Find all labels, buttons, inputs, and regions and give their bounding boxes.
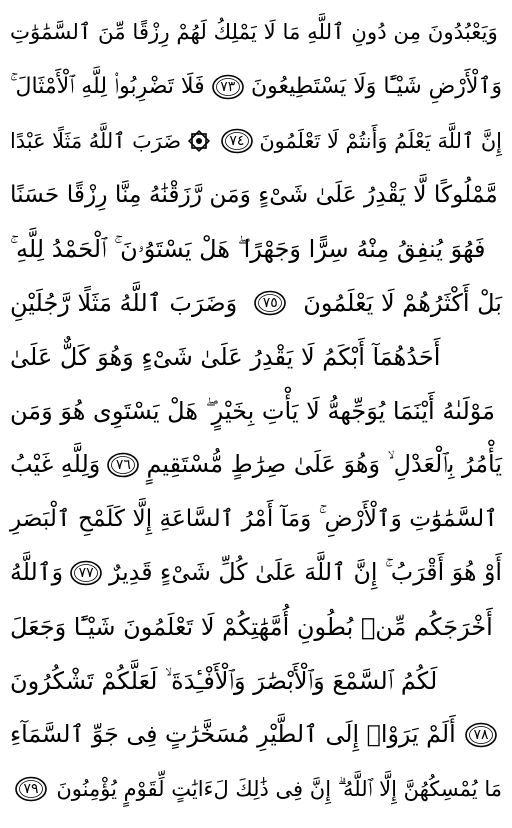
ayah-number-marker (464, 721, 498, 749)
verse-text: مَوْلَىٰهُ أَيْنَمَا يُوَجِّههُّ لَا يَأْتِ بِخَيْرٍ ۖ هَلْ يَسْتَوِى هُوَ وَمَن (10, 397, 496, 425)
verse-text: مَا يُمْسِكُهُنَّ إِلَّا ٱللَّهُ ۗ إِنَّ فِى ذَٰلِكَ لَءَايَٰتٍ لِّقَوْمٍ يُؤْمِنُونَ (56, 776, 502, 802)
text-line-2 (10, 60, 502, 114)
text-line-1 (10, 6, 502, 60)
verse-text: فَهُوَ يُنفِقُ مِنْهُ سِرًّا وَجَهْرًا ۖ هَلْ يَسْتَوُۥنَ ۚ ٱلْحَمْدُ لِلَّهِ ۚ (10, 235, 486, 263)
text-line-7 (10, 330, 502, 384)
text-line-3 (10, 114, 502, 168)
hizb-quarter-icon (187, 129, 211, 153)
verse-text: وَلِلَّهِ غَيْبُ (10, 450, 101, 479)
text-line-9 (10, 438, 502, 492)
text-line-13 (10, 654, 502, 708)
verse-text: إِنَّ ٱللَّهَ يَعْلَمُ وَأَنتُمْ لَا تَعْلَمُونَ (259, 128, 502, 153)
verse-text: وَضَرَبَ ٱللَّهُ مَثَلًا رَّجُلَيْنِ (10, 289, 238, 317)
ayah-number: ٧٤ (229, 133, 245, 149)
verse-text: وَٱللَّهُ (10, 558, 64, 587)
text-line-11 (10, 546, 502, 600)
verse-text: أَخْرَجَكُم مِّنۢ بُطُونِ أُمَّهَٰتِكُمْ لَا تَعْلَمُونَ شَيْـًٔا وَجَعَلَ (10, 613, 493, 641)
ayah-number-marker (69, 559, 103, 587)
text-line-10 (10, 492, 502, 546)
text-line-15 (10, 762, 502, 816)
verse-text: أَوْ هُوَ أَقْرَبُ ۚ إِنَّ ٱللَّهَ عَلَىٰ كُلِّ شَىْءٍ قَدِيرٌ (109, 558, 502, 587)
ayah-number-marker (14, 775, 48, 803)
verse-text: وَٱلْأَرْضِ شَيْـًٔا وَلَا يَسْتَطِيعُونَ (250, 73, 502, 99)
ayah-number-marker (106, 451, 140, 479)
verse-text: يَأْمُرُ بِٱلْعَدْلِ ۙ وَهُوَ عَلَىٰ صِرَٰطٍ مُّسْتَقِيمٍ (146, 450, 502, 479)
text-line-12 (10, 600, 502, 654)
ayah-number: ٧٥ (262, 295, 278, 311)
verse-text: فَلَا تَضْرِبُوا۟ لِلَّهِ ٱلْأَمْثَالَ ۚ (10, 73, 205, 99)
text-line-4 (10, 168, 502, 222)
ayah-number-marker (220, 127, 254, 155)
verse-text: أَحَدُهُمَآ أَبْكَمُ لَا يَقْدِرُ عَلَىٰ شَىْءٍ وَهُوَ كَلٌّ عَلَىٰ (10, 343, 441, 371)
ayah-number: ٧٩ (23, 781, 39, 797)
ayah-number-marker (211, 73, 245, 101)
verse-text: لَكُمُ ٱلسَّمْعَ وَٱلْأَبْصَٰرَ وَٱلْأَفْـِٔدَةَ ۙ لَعَلَّكُمْ تَشْكُرُونَ (10, 667, 438, 695)
text-line-8 (10, 384, 502, 438)
verse-text: ٱلسَّمَٰوَٰتِ وَٱلْأَرْضِ ۚ وَمَآ أَمْرُ ٱلسَّاعَةِ إِلَّا كَلَمْحِ ٱلْبَصَرِ (10, 505, 498, 533)
text-line-5 (10, 222, 502, 276)
text-line-14 (10, 708, 502, 762)
verse-text: أَلَمْ يَرَوْا۟ إِلَى ٱلطَّيْرِ مُسَخَّرَٰتٍ فِى جَوِّ ٱلسَّمَآءِ (10, 720, 456, 749)
verse-text: وَيَعْبُدُونَ مِن دُونِ ٱللَّهِ مَا لَا يَمْلِكُ لَهُمْ رِزْقًا مِّنَ ٱلسَّمَٰوَٰتِ (10, 20, 498, 46)
ayah-number: ٧٣ (220, 79, 236, 95)
verse-text: بَلْ أَكْثَرُهُمْ لَا يَعْلَمُونَ (303, 289, 502, 317)
ayah-number: ٧٧ (78, 565, 94, 581)
text-line-6 (10, 276, 502, 330)
verse-text: مَّمْلُوكًا لَّا يَقْدِرُ عَلَىٰ شَىْءٍ وَمَن رَّزَقْنَٰهُ مِنَّا رِزْقًا حَسَنًا (10, 181, 498, 209)
verse-text: ضَرَبَ ٱللَّهُ مَثَلًا عَبْدًا (10, 128, 182, 153)
ayah-number: ٧٦ (115, 457, 131, 473)
ayah-number: ٧٨ (473, 727, 489, 743)
ayah-number-marker (253, 289, 287, 317)
